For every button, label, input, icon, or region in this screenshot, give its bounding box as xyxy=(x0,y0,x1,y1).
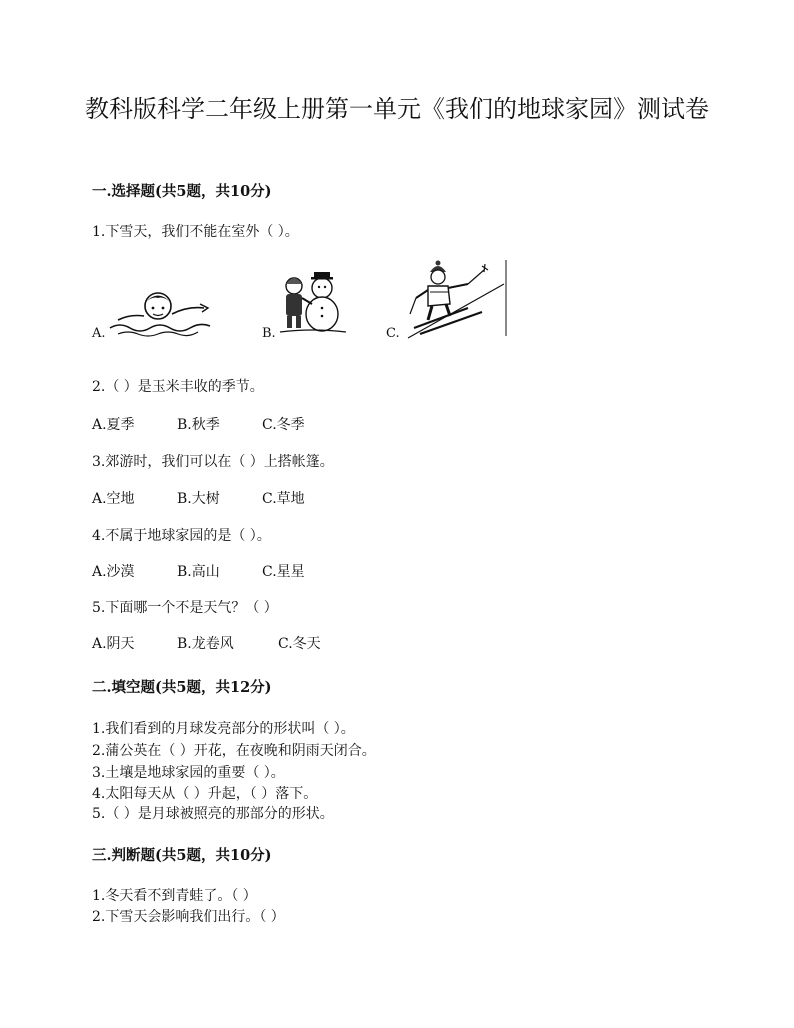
option-b: B.大树 xyxy=(177,491,220,507)
question-1-2: 2.（ ）是玉米丰收的季节。 xyxy=(92,379,264,395)
fill-question-5: 5.（ ）是月球被照亮的那部分的形状。 xyxy=(92,806,334,822)
judge-question-1: 1.冬天看不到青蛙了。（ ） xyxy=(92,888,257,904)
option-label-c: C. xyxy=(386,326,400,341)
fill-question-4: 4.太阳每天从（ ）升起，（ ）落下。 xyxy=(92,786,318,802)
fill-question-2: 2.蒲公英在（ ）开花，在夜晚和阴雨天闭合。 xyxy=(92,743,376,759)
skiing-child-image xyxy=(402,258,512,340)
option-a: A.阴天 xyxy=(92,636,135,652)
option-b: B.秋季 xyxy=(177,417,220,433)
question-1-1: 1.下雪天，我们不能在室外（ ）。 xyxy=(92,224,299,240)
option-b: B.龙卷风 xyxy=(177,636,234,652)
section-heading-fill: 二.填空题(共5题，共12分) xyxy=(92,679,272,696)
option-c: C.草地 xyxy=(262,491,305,507)
option-label-a: A. xyxy=(92,326,106,341)
question-1-3: 3.郊游时，我们可以在（ ）上搭帐篷。 xyxy=(92,454,334,470)
section-heading-choice: 一.选择题(共5题，共10分) xyxy=(92,183,272,200)
section-heading-judge: 三.判断题(共5题，共10分) xyxy=(92,847,272,864)
fill-question-1: 1.我们看到的月球发亮部分的形状叫（ ）。 xyxy=(92,721,355,737)
option-a: A.空地 xyxy=(92,491,135,507)
child-with-snowman-image xyxy=(276,266,348,338)
option-c: C.冬天 xyxy=(278,636,321,652)
page-title: 教科版科学二年级上册第一单元《我们的地球家园》测试卷 xyxy=(85,95,709,123)
question-1-5: 5.下面哪一个不是天气？（ ） xyxy=(92,600,278,616)
option-c: C.冬季 xyxy=(262,417,305,433)
option-a: A.夏季 xyxy=(92,417,135,433)
option-c: C.星星 xyxy=(262,564,305,580)
fill-question-3: 3.土壤是地球家园的重要（ ）。 xyxy=(92,765,285,781)
option-b: B.高山 xyxy=(177,564,220,580)
judge-question-2: 2.下雪天会影响我们出行。（ ） xyxy=(92,909,285,925)
option-label-b: B. xyxy=(262,326,276,341)
swimming-child-image xyxy=(108,284,216,338)
question-1-4: 4.不属于地球家园的是（ ）。 xyxy=(92,528,271,544)
option-a: A.沙漠 xyxy=(92,564,135,580)
